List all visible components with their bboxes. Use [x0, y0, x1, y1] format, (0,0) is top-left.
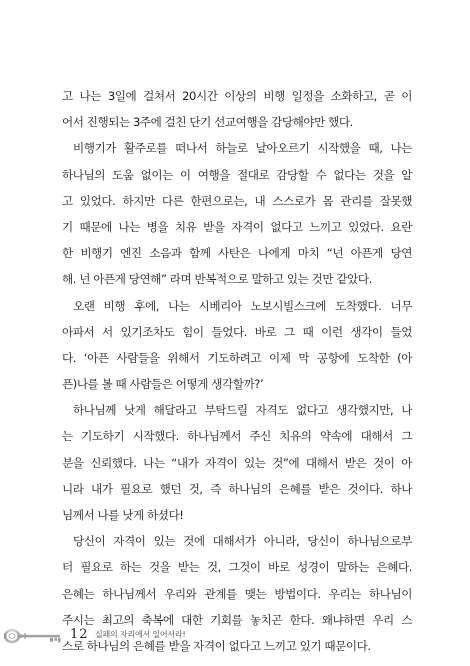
text-line: 님께서 나를 낫게 하셨다! [62, 508, 184, 522]
text-line: 고 나는 3일에 걸쳐서 20시간 이상의 비행 일정을 소화하고, 곧 이 [62, 89, 412, 103]
text-line: 는 기도하기 시작했다. 하나님께서 주신 치유의 약속에 대해서 그 [62, 429, 412, 444]
text-line: 스로 하나님의 은혜를 받을 자격이 없다고 느끼고 있기 때문이다. [62, 638, 371, 653]
text-line: 해. 넌 아픈게 당연해” 라며 반복적으로 말하고 있는 것만 같았다. [62, 272, 372, 287]
text-line: 터 필요로 하는 것을 받는 것, 그것이 바로 성경이 말하는 은혜다. [62, 560, 412, 575]
page-number: 12 [70, 627, 89, 642]
paragraph-1 [62, 83, 412, 135]
text-line: 당신이 자격이 있는 것에 대해서가 아니라, 당신이 하나님으로부 [73, 534, 412, 549]
text-line: 분을 신뢰했다. 나는 “내가 자격이 있는 것”에 대해서 받은 것이 아 [62, 455, 412, 470]
text-line: 비행기가 활주로를 떠나서 하늘로 날아오르기 시작했을 때, 나는 [73, 141, 412, 156]
text-line: 다. ‘아픈 사람들을 위해서 기도하려고 이제 막 공항에 도착한 (아 [62, 350, 412, 365]
page-footer [0, 622, 470, 652]
text-line: 픈)나를 볼 때 사람들은 어떻게 생각할까?’ [62, 377, 264, 392]
paragraph-4 [62, 397, 412, 528]
running-footer-title: 실패의 자리에서 일어서라! [95, 630, 186, 639]
text-line: 하나님의 도움 없이는 이 여행을 절대로 감당할 수 없다는 것을 알 [62, 167, 412, 182]
text-line: 은혜는 하나님께서 우리와 관계를 맺는 방법이다. 우리는 하나님이 [62, 586, 412, 601]
text-line: 고 있었다. 하지만 다른 한편으로는, 내 스스로가 몸 관리를 잘못했 [62, 193, 412, 208]
text-line: 오랜 비행 후에, 나는 시베리아 노보시빌스크에 도착했다. 너무 [73, 298, 412, 313]
text-line: 한 비행기 엔진 소음과 함께 사탄은 나에게 마치 “넌 아픈게 당연 [62, 246, 412, 261]
text-line: 하나님께 낫게 해달라고 부탁드릴 자격도 없다고 생각했지만, 나 [73, 403, 412, 418]
text-line: 아파서 서 있기조차도 힘이 들었다. 바로 그 때 이런 생각이 들었 [62, 324, 412, 339]
paragraph-2 [62, 135, 412, 292]
key-icon [4, 628, 66, 644]
text-line: 어서 진행되는 3주에 걸친 단기 선교여행을 감당해야만 했다. [62, 115, 353, 130]
text-line: 기 때문에 나는 병을 치유 받을 자격이 없다고 느끼고 있었다. 요란 [62, 219, 412, 234]
text-line: 주시는 최고의 축복에 대한 기회를 놓치곤 한다. 왜냐하면 우리 스 [62, 612, 412, 627]
paragraph-3 [62, 293, 412, 398]
body-text [62, 83, 412, 659]
text-line: 니라 내가 필요로 했던 것, 즉 하나님의 은혜를 받은 것이다. 하나 [62, 481, 412, 496]
